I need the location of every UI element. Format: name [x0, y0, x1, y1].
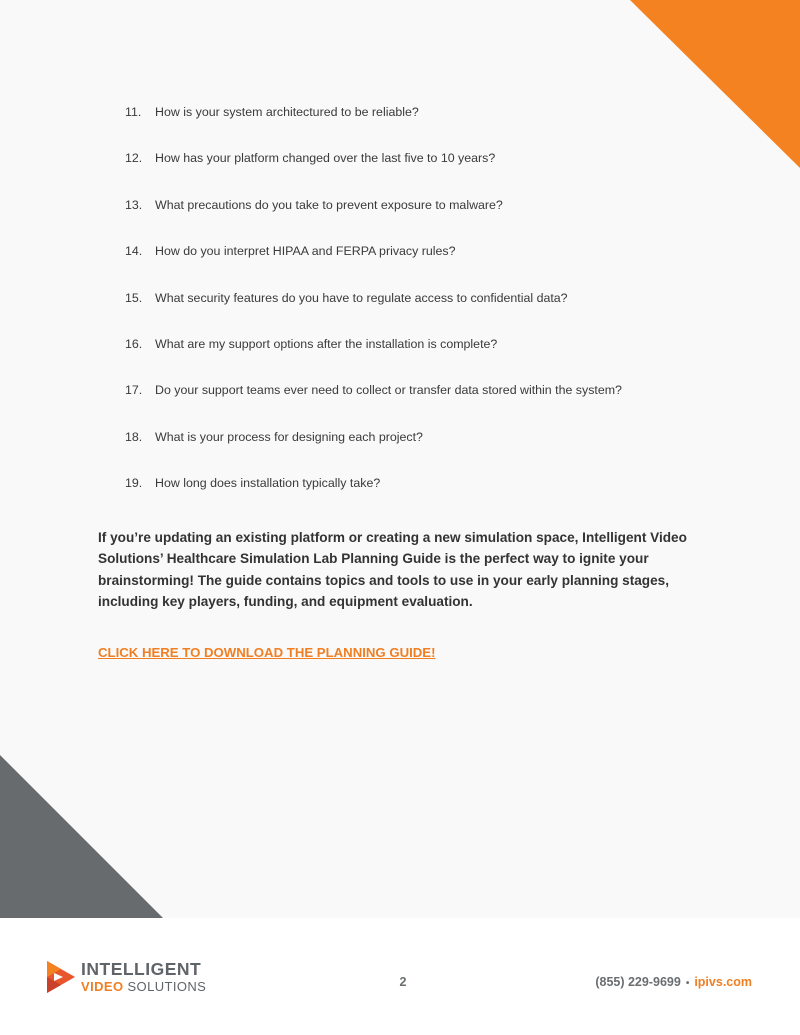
- list-item: [125, 196, 745, 242]
- question-number: 16.: [125, 336, 143, 351]
- question-number: 11.: [125, 105, 142, 119]
- download-guide-link[interactable]: CLICK HERE TO DOWNLOAD THE PLANNING GUIDE!: [98, 645, 436, 660]
- question-number: 12.: [125, 151, 143, 166]
- list-item: [125, 335, 745, 381]
- list-item: [125, 474, 745, 520]
- question-number: 15.: [125, 290, 143, 305]
- list-item: [125, 149, 745, 195]
- question-text: What is your process for designing each project?: [155, 429, 423, 444]
- page-footer: [0, 918, 800, 1035]
- question-text: How is your system architectured to be reliable?: [155, 105, 419, 119]
- summary-paragraph: If you’re updating an existing platform or creating a new simulation space, Intelligent Video Solutions’ Healthcare Simulation Lab Planning Guide is the perfect way to ignite your brainstorming! The guide contains topics and tools to use in your early planning stages, including key players, funding, and equipment evaluation.: [98, 530, 687, 609]
- question-text: What are my support options after the installation is complete?: [155, 336, 498, 351]
- separator-dot: •: [685, 978, 690, 989]
- list-item: [125, 428, 745, 474]
- question-number: 13.: [125, 197, 143, 212]
- question-number: 18.: [125, 429, 143, 444]
- phone-number: (855) 229-9699: [595, 975, 681, 989]
- list-item: [125, 289, 745, 335]
- page-number: 2: [399, 975, 407, 989]
- question-text: Do your support teams ever need to collect or transfer data stored within the system?: [155, 383, 622, 398]
- question-number: 14.: [125, 244, 143, 259]
- question-list: [125, 103, 745, 521]
- question-number: 17.: [125, 383, 143, 398]
- list-item: [125, 242, 745, 288]
- question-text: How long does installation typically take?: [155, 476, 381, 491]
- website-link[interactable]: ipivs.com: [694, 975, 752, 989]
- question-text: What precautions do you take to prevent exposure to malware?: [155, 197, 503, 212]
- gray-corner-triangle: [0, 755, 164, 919]
- question-text: How has your platform changed over the last five to 10 years?: [155, 151, 496, 166]
- list-item: [125, 103, 745, 149]
- logo-wordmark-accent: VIDEO: [81, 978, 124, 994]
- list-item: [125, 381, 745, 427]
- question-text: How do you interpret HIPAA and FERPA privacy rules?: [155, 244, 456, 259]
- question-text: What security features do you have to regulate access to confidential data?: [155, 290, 568, 305]
- logo-wordmark-top: INTELLIGENT: [81, 959, 202, 980]
- footer-contact: [595, 975, 752, 989]
- question-number: 19.: [125, 476, 143, 491]
- logo-wordmark-rest: SOLUTIONS: [127, 978, 207, 994]
